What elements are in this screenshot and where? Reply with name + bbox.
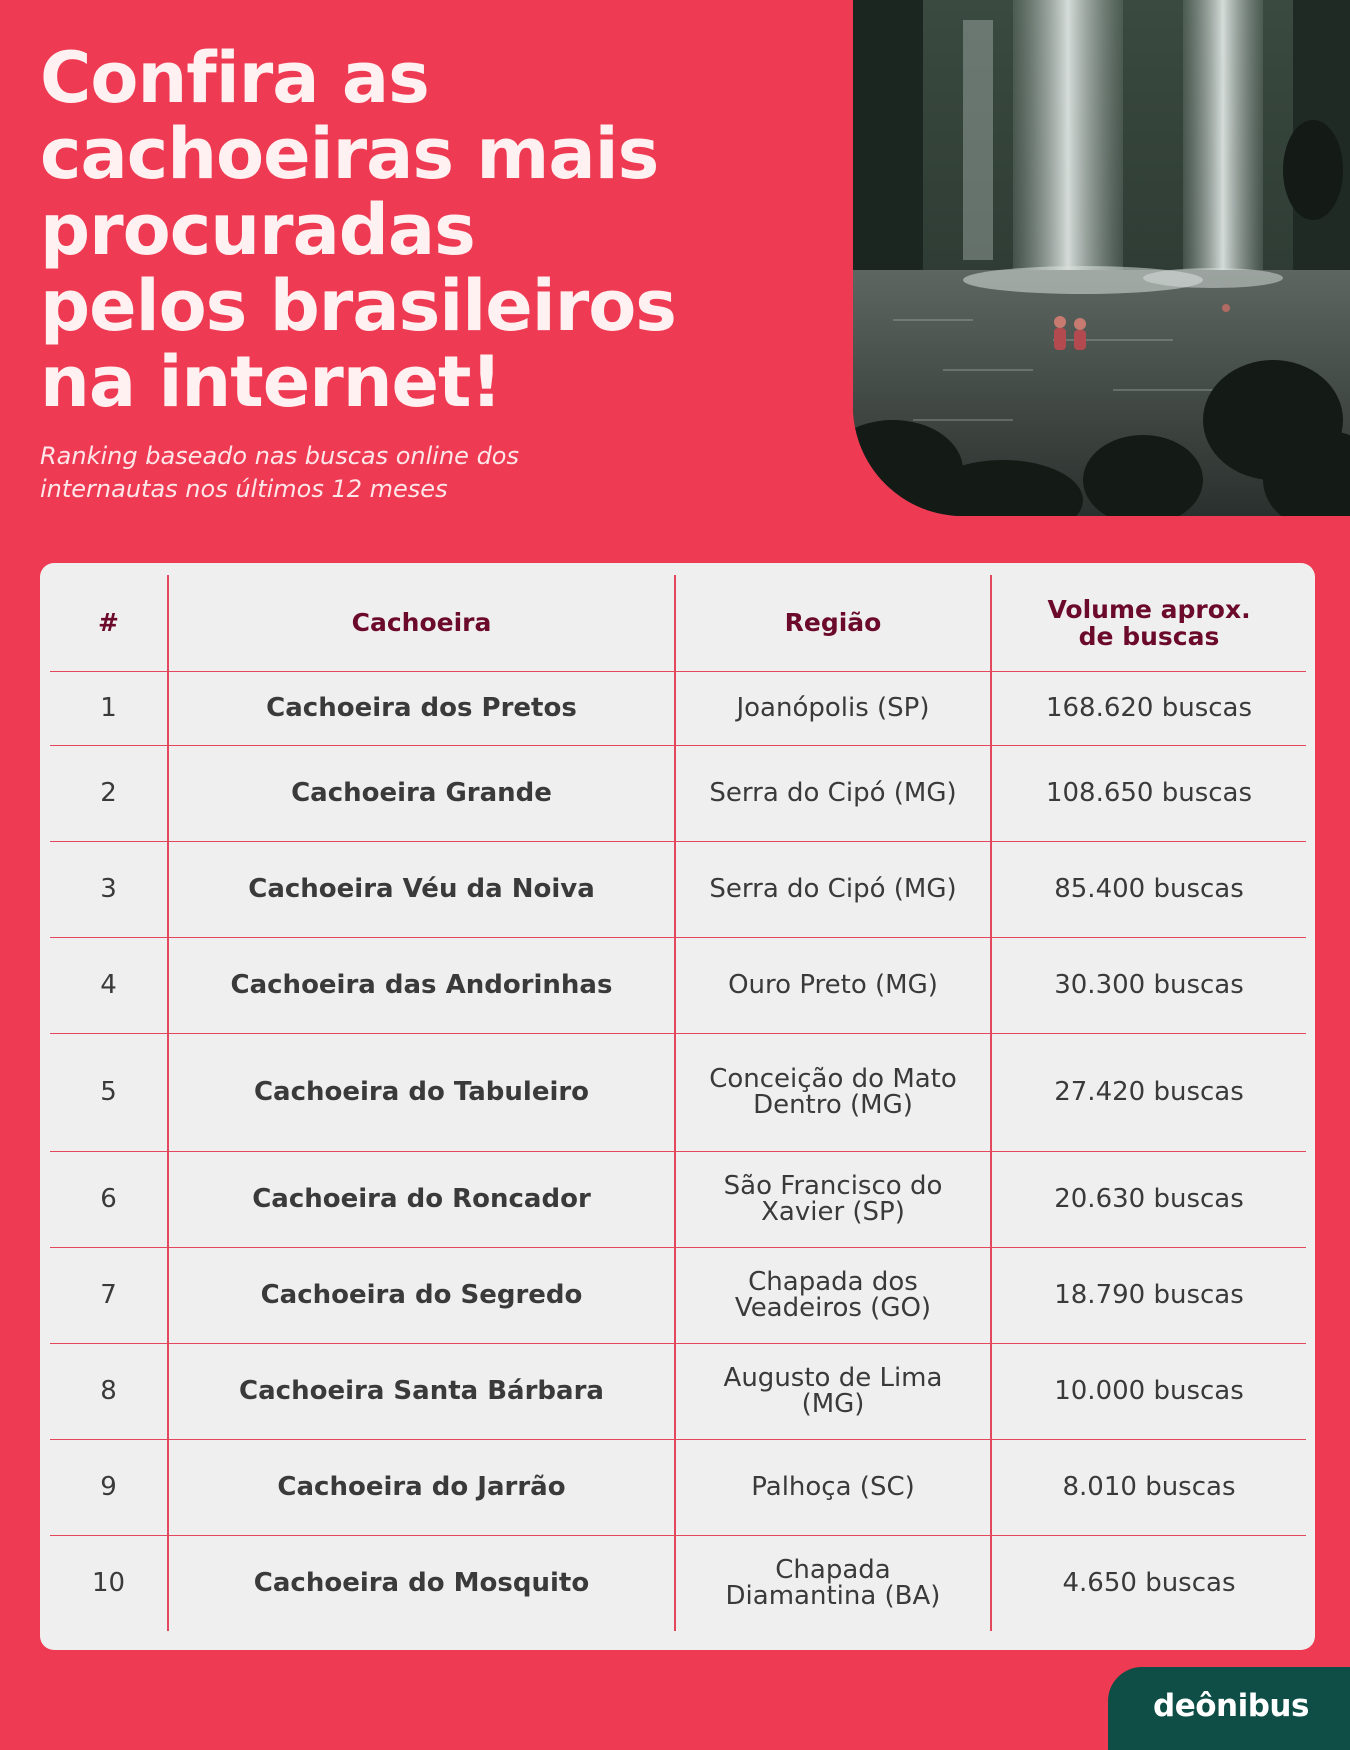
rank-cell: 4 [50,937,168,1033]
table-row [50,1151,1306,1247]
rank-cell: 3 [50,841,168,937]
title-line: procuradas [40,189,475,271]
region-line: Chapada dos [748,1267,918,1297]
region-cell [675,1247,991,1343]
rank-cell: 6 [50,1151,168,1247]
waterfall-name-cell: Cachoeira do Segredo [168,1247,675,1343]
rank-cell: 9 [50,1439,168,1535]
volume-cell: 10.000 buscas [991,1343,1306,1439]
title-line: pelos brasileiros [40,265,676,347]
waterfall-name-cell: Cachoeira dos Pretos [168,671,675,745]
ranking-table-card [40,563,1315,1650]
column-header-volume-line: Volume aprox. [1047,594,1251,624]
waterfall-name-cell: Cachoeira Santa Bárbara [168,1343,675,1439]
region-line: Diamantina (BA) [725,1581,941,1612]
table-row [50,937,1306,1033]
region-line: Veadeiros (GO) [734,1293,932,1323]
region-line: (MG) [801,1389,865,1419]
volume-cell: 168.620 buscas [991,671,1306,745]
volume-cell: 8.010 buscas [991,1439,1306,1535]
title-line: cachoeiras mais [40,113,659,195]
column-header-volume-line: de buscas [1078,621,1220,651]
subtitle-line: internautas nos últimos 12 meses [40,475,448,503]
region-cell: Palhoça (SC) [675,1439,991,1535]
region-line: Dentro (MG) [753,1090,913,1120]
rank-cell: 5 [50,1033,168,1151]
title-line: na internet! [40,341,502,423]
table-row [50,1033,1306,1151]
region-line: Conceição do Mato [709,1064,957,1094]
subtitle [40,440,600,506]
rank-cell: 10 [50,1535,168,1631]
waterfall-name-cell: Cachoeira do Tabuleiro [168,1033,675,1151]
brand-logo: deônibus [1153,1688,1309,1724]
region-cell [675,1535,991,1631]
table-header-row [50,575,1306,671]
table-row [50,745,1306,841]
volume-cell: 20.630 buscas [991,1151,1306,1247]
region-cell: Serra do Cipó (MG) [675,745,991,841]
volume-cell: 4.650 buscas [991,1535,1306,1631]
region-line: Augusto de Lima [723,1363,943,1393]
table-row [50,1343,1306,1439]
table-row [50,671,1306,745]
volume-cell: 27.420 buscas [991,1033,1306,1151]
region-line: Xavier (SP) [761,1197,905,1227]
waterfall-name-cell: Cachoeira do Roncador [168,1151,675,1247]
table-row [50,1439,1306,1535]
volume-cell: 30.300 buscas [991,937,1306,1033]
table-row [50,841,1306,937]
region-cell [675,1033,991,1151]
table-row [50,1535,1306,1631]
column-header-name: Cachoeira [168,575,675,671]
title-line: Confira as [40,37,429,119]
ranking-table [50,575,1306,1631]
waterfall-name-cell: Cachoeira Véu da Noiva [168,841,675,937]
region-cell: Joanópolis (SP) [675,671,991,745]
region-cell [675,1343,991,1439]
column-header-volume [991,575,1306,671]
waterfall-illustration [853,0,1350,516]
region-cell: Ouro Preto (MG) [675,937,991,1033]
waterfall-name-cell: Cachoeira das Andorinhas [168,937,675,1033]
rank-cell: 1 [100,693,117,723]
table-row [50,1247,1306,1343]
subtitle-line: Ranking baseado nas buscas online dos [40,442,519,470]
region-cell: Serra do Cipó (MG) [675,841,991,937]
volume-cell: 85.400 buscas [991,841,1306,937]
volume-cell: 18.790 buscas [991,1247,1306,1343]
column-header-rank: # [50,575,168,671]
rank-cell: 2 [50,745,168,841]
region-line: São Francisco do [723,1171,943,1201]
waterfall-name-cell: Cachoeira Grande [168,745,675,841]
column-header-region: Região [675,575,991,671]
rank-cell: 7 [50,1247,168,1343]
waterfall-name-cell: Cachoeira do Mosquito [168,1535,675,1631]
region-cell [675,1151,991,1247]
page-title [40,37,820,423]
region-line: Chapada [775,1555,891,1586]
waterfall-name-cell: Cachoeira do Jarrão [168,1439,675,1535]
waterfall-photo [853,0,1350,516]
volume-cell: 108.650 buscas [991,745,1306,841]
rank-cell: 8 [50,1343,168,1439]
